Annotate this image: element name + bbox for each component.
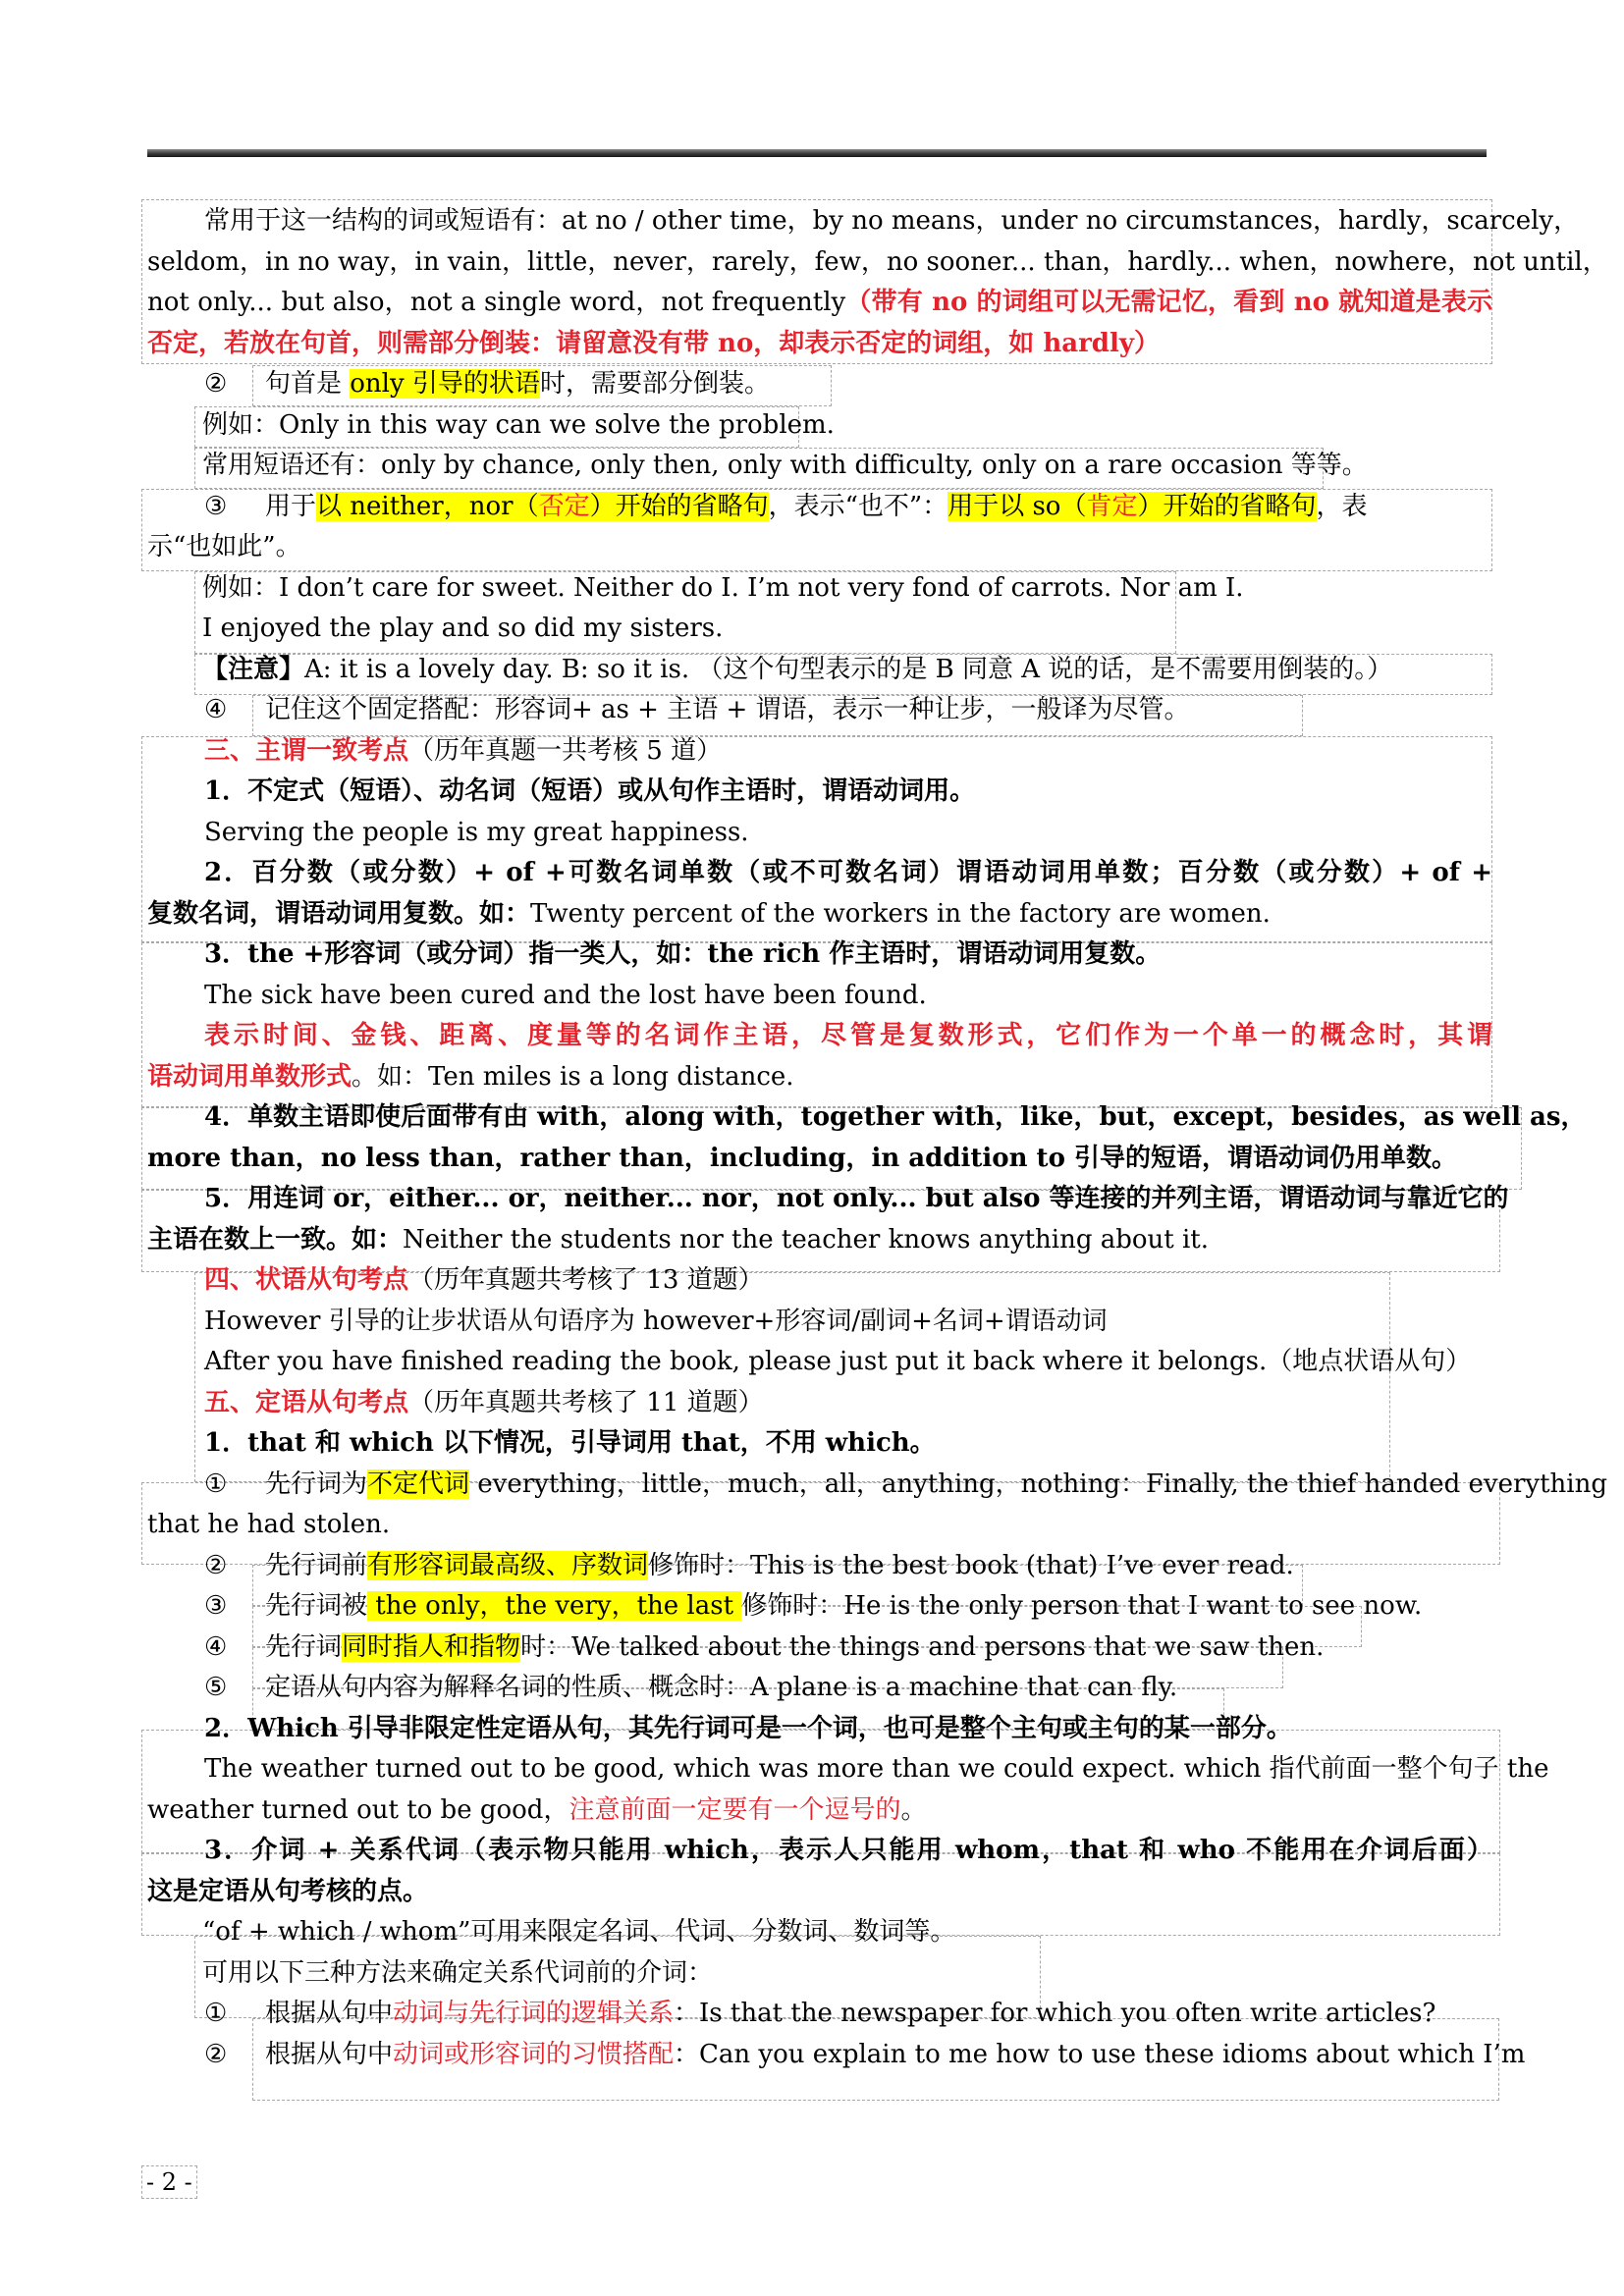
- text: However 引导的让步状语从句语序为 however+形容词/副词+名词+谓语动词: [204, 1306, 1108, 1336]
- text: The sick have been cured and the lost have been found.: [204, 980, 927, 1010]
- text-line: [147, 1586, 1492, 1628]
- section-heading: [147, 1383, 1492, 1424]
- text-line: [147, 487, 1492, 528]
- text-line: [147, 1628, 1492, 1669]
- text: （历年真题共考核了 11 道题）: [408, 1387, 764, 1417]
- text: 先行词前: [265, 1550, 368, 1580]
- text: 示“也如此”。: [147, 532, 301, 561]
- text: 先行词: [265, 1631, 343, 1662]
- text-line: [147, 650, 1492, 691]
- highlight: 同时指人和指物: [342, 1631, 521, 1662]
- text: 修饰时：He is the only person that I want to see now.: [741, 1591, 1423, 1621]
- text: Twenty percent of the workers in the factory are women.: [530, 898, 1271, 929]
- text-line: [147, 1953, 1492, 1995]
- text-line: [147, 201, 1580, 242]
- page-number: - 2 -: [141, 2165, 197, 2199]
- text: 3．the +形容词（或分词）指一类人，如：the rich 作主语时，谓语动词用复数。: [204, 939, 1162, 969]
- red-note: （带有 no 的词组可以无需记忆，看到 no 就知道是表示: [845, 288, 1492, 317]
- text: （历年真题一共考核 5 道）: [408, 735, 723, 766]
- text-line: [147, 1139, 1492, 1180]
- highlight: only 引导的状语: [350, 369, 540, 399]
- circled-number: ⑤: [204, 1673, 228, 1702]
- text-line: [147, 446, 1492, 487]
- red-note: 动词或形容词的习惯搭配: [393, 2039, 675, 2069]
- circled-number: ④: [204, 1631, 228, 1662]
- highlight: 不定代词: [367, 1468, 470, 1499]
- text-line: [147, 1709, 1492, 1750]
- text-line: [147, 772, 1492, 813]
- text: 可用以下三种方法来确定关系代词前的介词：: [202, 1957, 714, 1988]
- red-note: 否定，若放在句首，则需部分倒装：请留意没有带 no，却表示否定的词组，如 hardly）: [147, 328, 1160, 358]
- text: 2．百分数（或分数）+ of +可数名词单数（或不可数名词）谓语动词用单数；百分数（或分数）+ of +: [204, 858, 1492, 887]
- text-line: [147, 283, 1492, 324]
- text: 定语从句内容为解释名词的性质、概念时：A plane is a machine that can fly.: [265, 1673, 1178, 1702]
- text: 常用于这一结构的词或短语有：at no / other time，by no means，under no circumstances，hardly，scarcely，: [204, 206, 1580, 236]
- text: 时，需要部分倒装。: [539, 369, 770, 399]
- text: more than，no less than，rather than，including，in addition to 引导的短语，谓语动词仍用单数。: [147, 1143, 1457, 1173]
- section-heading: [147, 1260, 1492, 1302]
- text-line: [147, 1749, 1549, 1790]
- text: ，表示“也不”：: [768, 491, 948, 521]
- text: 主语在数上一致。如：: [147, 1224, 404, 1255]
- text: everything，little，much，all，anything，nothing：Finally, the thief handed everything: [469, 1468, 1607, 1499]
- text-line: [147, 976, 1492, 1017]
- text: 1．that 和 which 以下情况，引导词用 that，不用 which。: [204, 1428, 936, 1458]
- text: I enjoyed the play and so did my sisters.: [202, 614, 724, 643]
- text-line: [147, 364, 1492, 405]
- text: 5．用连词 or，either... or，neither... nor，not only... but also 等连接的并列主语，谓语动词与靠近它的: [204, 1184, 1509, 1213]
- text-line: [147, 405, 1492, 447]
- heading-title: 五、定语从句考点: [204, 1387, 409, 1417]
- text: 4．单数主语即使后面带有由 with，along with，together with，like，but，except，besides，as well as，: [204, 1102, 1587, 1132]
- text-line: [147, 1790, 1492, 1832]
- highlight: the only，the very，the last: [367, 1591, 742, 1621]
- heading-title: 三、主谓一致考点: [204, 735, 409, 766]
- highlight: 以 neither，nor（否定）开始的省略句: [316, 491, 769, 521]
- text: 句首是: [265, 369, 351, 399]
- text-line: [147, 2035, 1526, 2076]
- text-line: [147, 1179, 1509, 1220]
- text: 常用短语还有：only by chance, only then, only with difficulty, only on a rare occasion 等等。: [202, 451, 1368, 480]
- text-line: [147, 568, 1492, 610]
- circled-number: ②: [204, 2039, 228, 2069]
- text-line: [147, 1994, 1492, 2035]
- text-line: [147, 934, 1492, 976]
- text-line: [147, 527, 1492, 568]
- text: 记住这个固定搭配：形容词+ as + 主语 + 谓语，表示一种让步，一般译为尽管。: [265, 695, 1190, 724]
- note-label: 【注意】: [202, 654, 305, 684]
- text: 1．不定式（短语）、动名词（短语）或从句作主语时，谓语动词用。: [204, 776, 976, 806]
- text-line: [147, 1668, 1492, 1709]
- text: that he had stolen.: [147, 1510, 391, 1539]
- text: A: it is a lovely day. B: so it is. （这个句型表示的是 B 同意 A 说的话，是不需要用倒装的。）: [304, 654, 1393, 684]
- text: （历年真题共考核了 13 道题）: [408, 1265, 764, 1295]
- text-line: [147, 1872, 1492, 1913]
- text: 用于: [265, 491, 317, 521]
- text: 例如：Only in this way can we solve the problem.: [202, 409, 835, 440]
- text: 时：We talked about the things and persons that we saw then.: [520, 1631, 1325, 1662]
- circled-number: ④: [204, 695, 228, 724]
- text-line: [147, 1302, 1492, 1343]
- text: Neither the students nor the teacher knows anything about it.: [403, 1224, 1210, 1255]
- text-line: [147, 1505, 1492, 1546]
- text: weather turned out to be good，: [147, 1794, 569, 1825]
- page-content: [147, 201, 1608, 2075]
- text-line: [147, 1465, 1607, 1506]
- text-line: [147, 813, 1492, 854]
- text: Serving the people is my great happiness.: [204, 817, 749, 847]
- circled-number: ③: [204, 491, 228, 521]
- text: 3．介词 + 关系代词（表示物只能用 which，表示人只能用 whom，that 和 who 不能用在介词后面）: [204, 1836, 1492, 1865]
- red-note: 注意前面一定要有一个逗号的: [568, 1794, 901, 1825]
- text: 。如：Ten miles is a long distance.: [352, 1061, 794, 1092]
- red-note: 动词与先行词的逻辑关系: [393, 1999, 675, 2028]
- text-line: [147, 324, 1492, 365]
- circled-number: ②: [204, 1550, 228, 1580]
- text: 这是定语从句考核的点。: [147, 1876, 429, 1906]
- text: 。: [900, 1794, 927, 1825]
- text-line: [147, 1057, 1492, 1098]
- header-rule: [147, 149, 1487, 157]
- text: ，表: [1316, 491, 1368, 521]
- text-line: [147, 1342, 1492, 1383]
- text: 根据从句中: [265, 1999, 394, 2028]
- text-line: [147, 894, 1492, 935]
- text-line: [147, 1220, 1492, 1261]
- text-line: [147, 1546, 1492, 1587]
- highlight: 用于以 so（肯定）开始的省略句: [947, 491, 1317, 521]
- text-line: [147, 242, 1608, 284]
- text: 先行词为: [265, 1468, 368, 1499]
- text-line: [147, 1831, 1492, 1872]
- text: After you have finished reading the book, please just put it back where it belongs.（地点状语从句）: [204, 1347, 1472, 1376]
- text: “of + which / whom”可用来限定名词、代词、分数词、数词等。: [202, 1917, 956, 1947]
- section-heading: [147, 731, 1492, 773]
- text-line: [147, 1423, 1492, 1465]
- text: 表示时间、金钱、距离、度量等的名词作主语，尽管是复数形式，它们作为一个单一的概念时，其谓: [204, 1021, 1492, 1050]
- text-line: [147, 1097, 1587, 1139]
- text-line: [147, 609, 1492, 650]
- circled-number: ②: [204, 369, 228, 399]
- text: seldom，in no way，in vain，little，never，rarely，few，no sooner... than，hardly... when，nowhere，not until，: [147, 246, 1608, 277]
- text-line: [147, 690, 1492, 731]
- text: 复数名词，谓语动词用复数。如：: [147, 898, 531, 929]
- heading-title: 四、状语从句考点: [204, 1265, 409, 1295]
- text: ：Is that the newspaper for which you often write articles?: [674, 1999, 1436, 2028]
- text-line: [147, 1912, 1492, 1953]
- text: 2．Which 引导非限定性定语从句，其先行词可是一个词，也可是整个主句或主句的某一部分。: [204, 1713, 1292, 1743]
- text: The weather turned out to be good, which was more than we could expect. which 指代前面一整个句子 the: [204, 1754, 1549, 1784]
- circled-number: ③: [204, 1591, 228, 1621]
- circled-number: ①: [204, 1999, 228, 2028]
- text: 先行词被: [265, 1591, 368, 1621]
- red-note: 语动词用单数形式: [147, 1061, 352, 1092]
- highlight: 有形容词最高级、序数词: [367, 1550, 649, 1580]
- circled-number: ①: [204, 1468, 228, 1499]
- text: 修饰时：This is the best book (that) I’ve ever read.: [648, 1550, 1294, 1580]
- text: not only... but also，not a single word，not frequently: [147, 288, 846, 317]
- text: ：Can you explain to me how to use these idioms about which I’m: [674, 2039, 1526, 2069]
- text: 根据从句中: [265, 2039, 394, 2069]
- text: 例如：I don’t care for sweet. Neither do I. I’m not very fond of carrots. Nor am I.: [202, 572, 1244, 603]
- red-note: [147, 1016, 1492, 1057]
- text-line: [147, 853, 1492, 894]
